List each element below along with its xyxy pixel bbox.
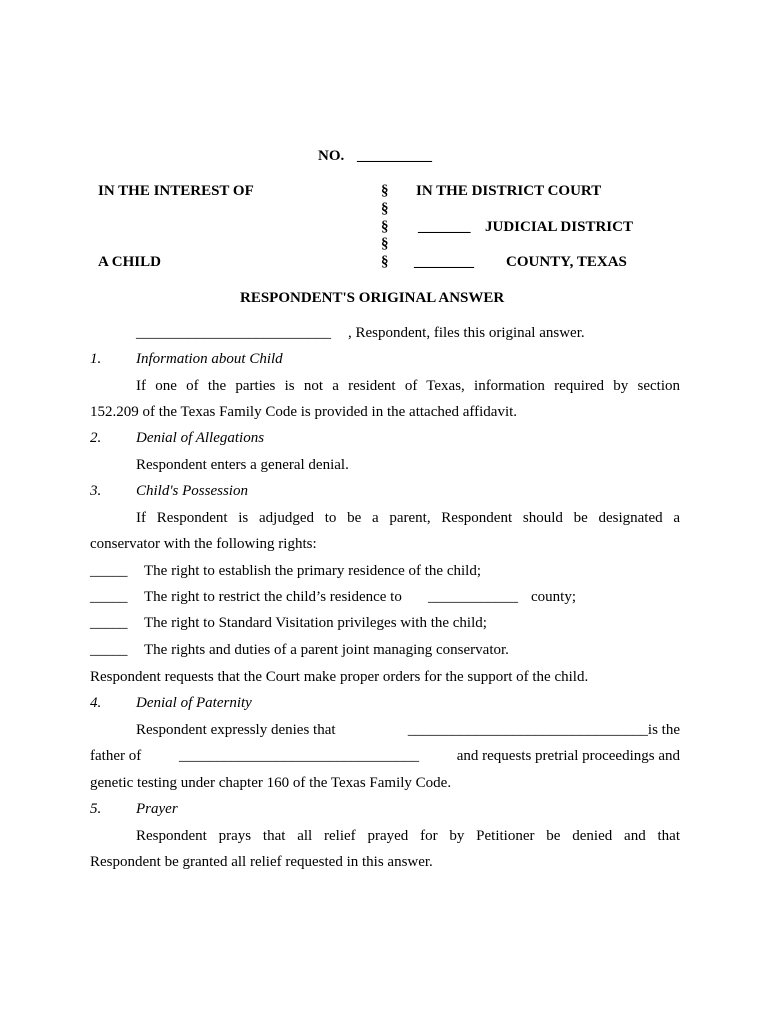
right-checkbox-blank[interactable]: _____: [90, 589, 128, 605]
section-heading: Information about Child: [136, 351, 283, 367]
section-heading: Prayer: [136, 801, 178, 817]
restrict-county-suffix: county;: [531, 589, 576, 605]
intro-text: , Respondent, files this original answer.: [348, 325, 585, 341]
document-title: RESPONDENT'S ORIGINAL ANSWER: [240, 290, 505, 306]
section-2-line-1: Respondent enters a general denial.: [136, 457, 349, 473]
cause-number-label: NO.: [318, 148, 345, 164]
restrict-county-blank[interactable]: ____________: [428, 589, 518, 605]
support-request: Respondent requests that the Court make proper orders for the support of the child.: [90, 669, 589, 685]
section-5-line-1: Respondent prays that all relief prayed for by Petitioner be denied and that: [136, 828, 680, 844]
section-5-line-2: Respondent be granted all relief requested in this answer.: [90, 854, 433, 870]
section-number: 4.: [90, 695, 102, 711]
caption-judicial-district: JUDICIAL DISTRICT: [485, 219, 633, 235]
pretrial-text: and requests pretrial proceedings and: [456, 748, 680, 764]
section-1-line-1: If one of the parties is not a resident of Texas, information required by section: [136, 378, 680, 394]
right-item: The rights and duties of a parent joint managing conservator.: [144, 642, 509, 658]
county-name-blank: ________: [414, 254, 474, 270]
right-item: The right to Standard Visitation privileges with the child;: [144, 615, 487, 631]
section-3-line-2: conservator with the following rights:: [90, 536, 317, 552]
section-mark: §: [381, 183, 389, 199]
district-number-blank: _______: [418, 219, 471, 235]
right-item: The right to establish the primary residence of the child;: [144, 563, 481, 579]
caption-interest-of: IN THE INTEREST OF: [98, 183, 254, 199]
section-4-line-2: [90, 747, 680, 765]
father-of-text: father of: [90, 748, 142, 764]
section-heading: Denial of Allegations: [136, 430, 265, 446]
section-number: 1.: [90, 351, 102, 367]
denies-text: Respondent expressly denies that: [136, 722, 336, 738]
respondent-name-blank: __________________________: [136, 325, 331, 341]
alleged-father-blank[interactable]: ________________________________: [407, 722, 648, 738]
caption-county-texas: COUNTY, TEXAS: [506, 254, 627, 270]
section-number: 3.: [90, 483, 102, 499]
section-heading: Child's Possession: [136, 483, 248, 499]
section-mark: §: [381, 236, 389, 252]
caption-a-child: A CHILD: [98, 254, 161, 270]
section-4-line-1: [136, 721, 680, 739]
cause-number-blank: __________: [357, 148, 432, 164]
is-the-text: is the: [647, 722, 680, 738]
child-name-blank[interactable]: ________________________________: [178, 748, 419, 764]
right-checkbox-blank[interactable]: _____: [90, 615, 128, 631]
section-number: 5.: [90, 801, 102, 817]
caption-district-court: IN THE DISTRICT COURT: [416, 183, 602, 199]
section-heading: Denial of Paternity: [136, 695, 252, 711]
section-1-line-2: 152.209 of the Texas Family Code is provided in the attached affidavit.: [90, 404, 518, 420]
section-mark: §: [381, 201, 389, 217]
right-checkbox-blank[interactable]: _____: [90, 642, 128, 658]
section-mark: §: [381, 254, 389, 270]
section-number: 2.: [90, 430, 102, 446]
right-checkbox-blank[interactable]: _____: [90, 563, 128, 579]
section-4-line-3: genetic testing under chapter 160 of the Texas Family Code.: [90, 775, 452, 791]
section-3-line-1: If Respondent is adjudged to be a parent, Respondent should be designated a: [136, 510, 680, 526]
section-mark: §: [381, 219, 389, 235]
right-item: The right to restrict the child’s residence to: [144, 589, 402, 605]
